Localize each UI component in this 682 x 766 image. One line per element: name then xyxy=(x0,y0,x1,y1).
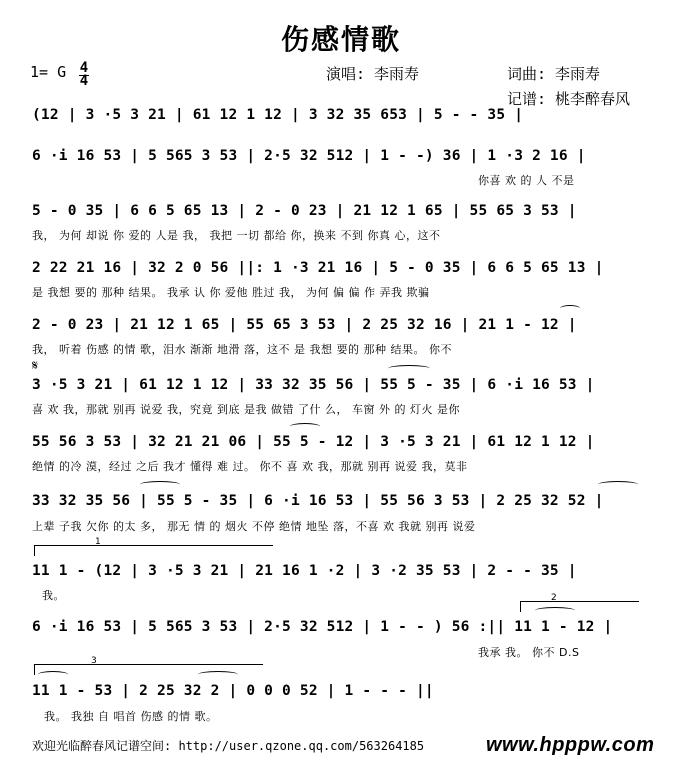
score-row-8-lyrics: 上辈 子我 欠你 的太 多， 那无 情 的 烟火 不停 绝情 地坠 落，不喜 欢 我就 别再 说爱 xyxy=(32,520,476,533)
score-row-1-notes: (12 | 3 ·5 3 21 | 61 12 1 12 | 3 32 35 653 | 5 - - 35 | xyxy=(32,107,524,123)
time-sig-top: 4 xyxy=(79,60,89,76)
slur-mark xyxy=(560,305,580,312)
volta-first-number: 1 xyxy=(95,537,101,547)
score-row-4-notes: 2 22 21 16 | 32 2 0 56 ||: 1 ·3 21 16 | 5 - 0 35 | 6 6 5 65 13 | xyxy=(32,260,604,276)
slur-mark xyxy=(598,481,638,488)
site-watermark: www.hpppw.com xyxy=(486,734,655,756)
transcriber-credit: 记谱: 桃李醉春风 xyxy=(507,90,631,108)
score-row-10-lyrics: 我承 我。 你不 D.S xyxy=(478,646,580,659)
score-row-2-notes: 6 ·i 16 53 | 5 565 3 53 | 2·5 32 512 | 1 - -) 36 | 1 ·3 2 16 | xyxy=(32,148,586,164)
time-signature xyxy=(79,60,89,89)
key-signature: 1= G xyxy=(30,63,67,81)
volta-third-number: 3 xyxy=(91,656,97,666)
score-row-5-notes: 2 - 0 23 | 21 12 1 65 | 55 65 3 53 | 2 25 32 16 | 21 1 - 12 | xyxy=(32,317,577,333)
score-row-6-lyrics: 喜 欢 我，那就 别再 说爱 我，究竟 到底 是我 做错 了什 么， 车窗 外 的 灯火 是你 xyxy=(32,403,460,416)
volta-first-ending xyxy=(34,537,273,556)
score-row-6-notes: 3 ·5 3 21 | 61 12 1 12 | 33 32 35 56 | 55 5 - 35 | 6 ·i 16 53 | xyxy=(32,377,595,393)
singer-credit: 演唱: 李雨寿 xyxy=(326,65,420,83)
score-row-9-notes: 11 1 - (12 | 3 ·5 3 21 | 21 16 1 ·2 | 3 ·2 35 53 | 2 - - 35 | xyxy=(32,563,577,579)
slur-mark xyxy=(535,607,575,614)
segno-sign: 𝄋 xyxy=(32,358,39,374)
score-row-9-lyrics: 我。 xyxy=(42,589,65,602)
score-row-3-notes: 5 - 0 35 | 6 6 5 65 13 | 2 - 0 23 | 21 12 1 65 | 55 65 3 53 | xyxy=(32,203,577,219)
score-row-2-lyrics: 你喜 欢 的 人 不是 xyxy=(478,174,575,187)
slur-mark xyxy=(388,365,430,372)
score-row-7-notes: 55 56 3 53 | 32 21 21 06 | 55 5 - 12 | 3 ·5 3 21 | 61 12 1 12 | xyxy=(32,434,595,450)
footer-text: 欢迎光临醉春风记谱空间: http://user.qzone.qq.com/563264185 xyxy=(32,739,425,753)
score-row-11-lyrics: 我。 我独 自 唱首 伤感 的情 歌。 xyxy=(44,710,218,723)
score-row-4-lyrics: 是 我想 要的 那种 结果。 我承 认 你 爱他 胜过 我， 为何 偏 偏 作 弄我 欺骗 xyxy=(32,286,430,299)
time-sig-bottom: 4 xyxy=(79,73,89,89)
score-row-3-lyrics: 我， 为何 却说 你 爱的 人是 我， 我把 一切 都给 你，换来 不到 你真 心，这不 xyxy=(32,229,441,242)
slur-mark xyxy=(198,671,238,678)
slur-mark xyxy=(38,671,68,678)
lyricist-credit: 词曲: 李雨寿 xyxy=(507,65,601,83)
slur-mark xyxy=(140,481,180,488)
slur-mark xyxy=(290,423,320,430)
score-row-8-notes: 33 32 35 56 | 55 5 - 35 | 6 ·i 16 53 | 55 56 3 53 | 2 25 32 52 | xyxy=(32,493,604,509)
score-row-11-notes: 11 1 - 53 | 2 25 32 2 | 0 0 0 52 | 1 - - - || xyxy=(32,683,434,699)
score-row-10-notes: 6 ·i 16 53 | 5 565 3 53 | 2·5 32 512 | 1 - - ) 56 :|| 11 1 - 12 | xyxy=(32,619,613,635)
score-row-5-lyrics: 我， 听着 伤感 的情 歌，泪水 渐渐 地滑 落，这不 是 我想 要的 那种 结果。 你不 xyxy=(32,343,452,356)
score-row-7-lyrics: 绝情 的冷 漠，经过 之后 我才 懂得 难 过。 你不 喜 欢 我，那就 别再 说爱 我，莫非 xyxy=(32,460,468,473)
volta-second-number: 2 xyxy=(551,593,557,603)
song-title: 伤感情歌 xyxy=(280,23,401,56)
